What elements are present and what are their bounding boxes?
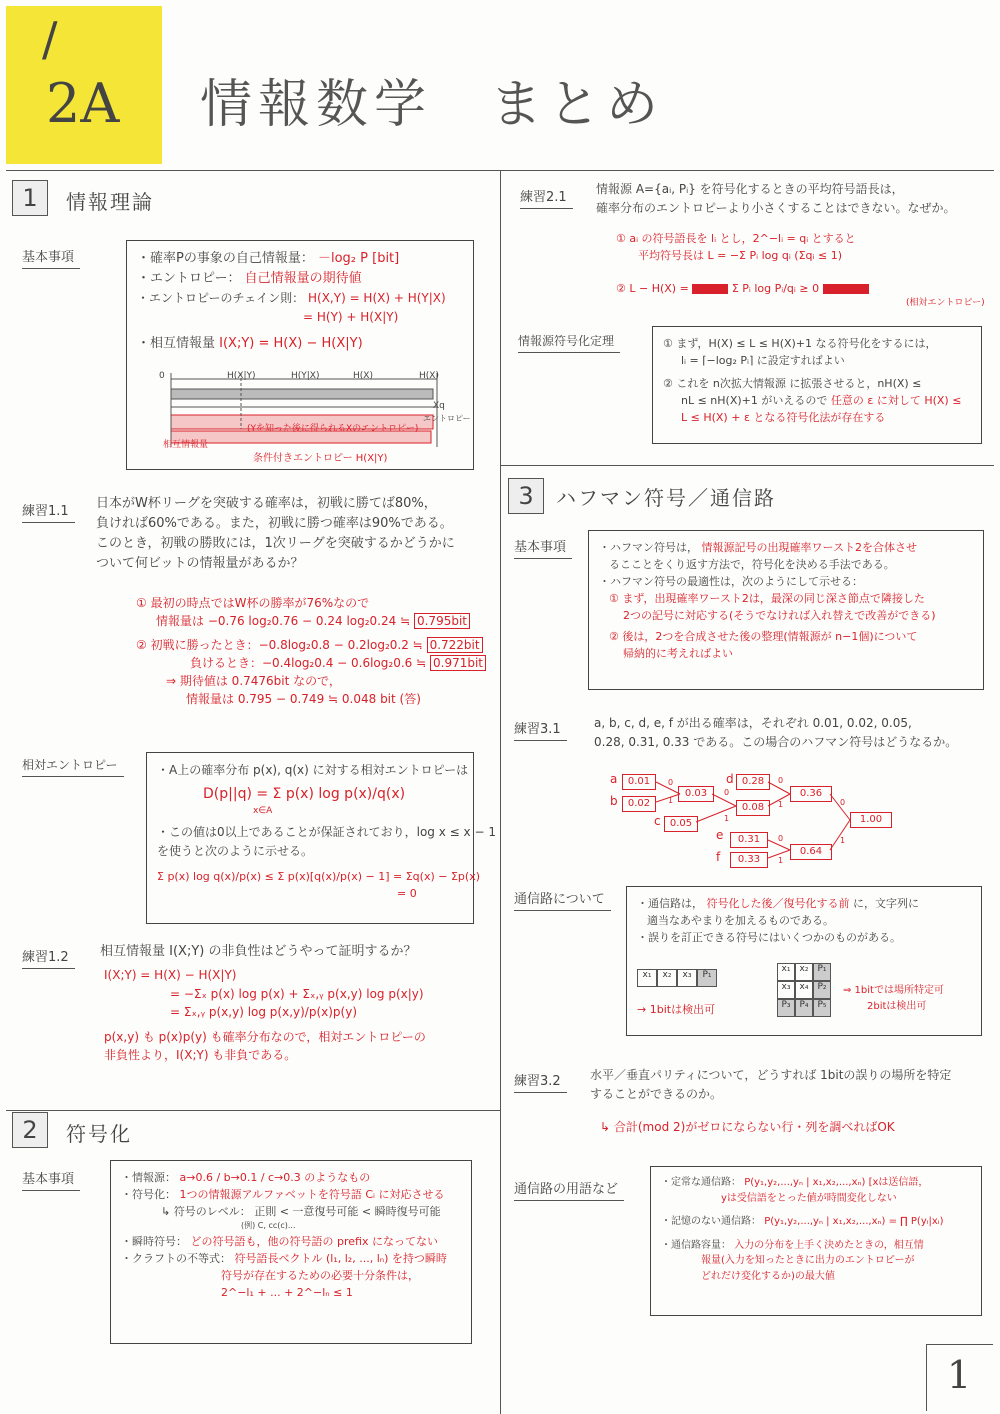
cell: P₃ <box>777 999 795 1017</box>
cell: P₅ <box>813 999 831 1017</box>
page-title: 情報数学 まとめ <box>200 75 665 135</box>
cell: P₁ <box>697 969 717 987</box>
label-channel: 通信路について <box>514 888 605 907</box>
sym-e: e <box>716 828 724 842</box>
sym-f: f <box>716 850 721 864</box>
sym-a: a <box>610 772 618 786</box>
ex21-answer: ① aᵢ の符号語長を lᵢ とし，2^−lᵢ = qᵢ とすると 平均符号長は L = −Σ Pᵢ log qᵢ (Σqᵢ ≤ 1) ② L − H(X) = Σ Pᵢ log Pᵢ/qᵢ ≥ 0 (相対エントロピー) <box>616 232 985 309</box>
node-064: 0.64 <box>790 844 832 860</box>
class-badge <box>6 6 162 164</box>
label-ex32: 練習3.2 <box>514 1070 561 1089</box>
axis-label: Xq <box>433 401 445 411</box>
section-number: 2 <box>12 1112 48 1148</box>
huffman-tree <box>600 770 900 870</box>
page-number: 1 <box>947 1353 972 1397</box>
cell: x₂ <box>795 963 813 981</box>
page-number-box <box>926 1344 993 1411</box>
ex32-text: 水平／垂直パリティについて，どうすれば 1bitの誤りの場所を特定 することができるのか。 <box>590 1068 952 1101</box>
channel-box: ・通信路は， 符号化した後／復号化する前 に，文字列に 適当なあやまりを加えるものである。 ・誤りを訂正できる符号にはいくつかのものがある。 x₁ x₂ x₃ P₁ → 1bitは検出可 x₁ x₂ P₁ x₃ x₄ P₂ P₃ P₄ P₅ ⇒ 1bitでは場所特定可 2bitは検出可 <box>626 886 982 1036</box>
sym-b: b <box>610 794 618 808</box>
class-label: 2A <box>46 72 120 135</box>
label-ex21: 練習2.1 <box>520 186 567 205</box>
tick-2: H(Y|X) <box>291 371 320 381</box>
sym-d: d <box>726 772 734 786</box>
ex11-text: 日本がW杯リーグを突破する確率は，初戦に勝てば80%， 負ければ60%である。また，初戦に勝つ確率は90%である。 このとき，初戦の勝敗には，1次リーグを突破するかどうかに ついて何ビットの情報量があるか？ <box>96 496 455 572</box>
bit-label: 0 <box>668 778 674 787</box>
leaf-e: 0.31 <box>730 832 768 848</box>
sym-c: c <box>654 814 661 828</box>
label-basic: 基本事項 <box>514 536 566 555</box>
node-036: 0.36 <box>790 786 832 802</box>
tick-3: H(X) <box>353 371 373 381</box>
bit-label: 0 <box>724 788 730 797</box>
rel-entropy-box: ・A上の確率分布 p(x), q(x) に対する相対エントロピーは D(p||q) = Σ p(x) log p(x)/q(x) x∈A ・この値は0以上であることが保証されており，log x ≤ x − 1 を使うと次のように示せる。 Σ p(x) log q(x)/p(x) ≤ Σ p(x)[q(x)/p(x) − 1] = Σq(x) − Σp(x) = 0 <box>146 752 474 924</box>
ex32-answer: ↳ 合計(mod 2)がゼロにならない行・列を調べればOK <box>600 1120 895 1134</box>
section-number: 3 <box>508 478 544 514</box>
tick-4: H(X) <box>419 371 439 381</box>
cell: P₂ <box>813 981 831 999</box>
diagram-red-1: (Yを知った後に得られるXのエントロピー) <box>247 424 419 434</box>
cell: P₄ <box>795 999 813 1017</box>
ex12-text: 相互情報量 I(X;Y) の非負性はどうやって証明するか？ <box>100 944 417 959</box>
ex31-text: a, b, c, d, e, f が出る確率は，それぞれ 0.01, 0.02, 0.05, 0.28, 0.31, 0.33 である。この場合のハフマン符号はどうなるか。 <box>594 716 958 749</box>
axis-label-2: エントロピー <box>423 414 471 423</box>
huffman-box: ・ハフマン符号は， 情報源記号の出現確率ワースト2を合体させ るこことをくり返す方法で，符号化を決める手法である。 ・ハフマン符号の最適性は，次のようにして示せる： ① まず，出現確率ワースト2は，最深の同じ深さ節点で隣接した 2つの記号に対応する(そうでなければ入れ替えで改善ができる) ② 後は，2つを合成させた後の整理(情報源が n−1個)について 帰納的に考えればよい <box>588 530 984 690</box>
ex21-text: 情報源 A={aᵢ, Pᵢ} を符号化するときの平均符号語長は， 確率分布のエントロピーより小さくすることはできない。なぜか。 <box>596 182 956 215</box>
bit-label: 1 <box>840 836 846 845</box>
leaf-d: 0.28 <box>736 774 770 790</box>
bit-label: 0 <box>840 798 846 807</box>
cell: x₄ <box>795 981 813 999</box>
label-rel-entropy: 相対エントロピー <box>22 758 118 772</box>
node-root: 1.00 <box>850 812 892 828</box>
parity-row <box>637 969 717 987</box>
label-source-theorem: 情報源符号化定理 <box>518 334 615 348</box>
bit-label: 0 <box>778 776 784 785</box>
diagram-red-3: 条件付きエントロピー H(X|Y) <box>253 453 388 464</box>
label-ex12: 練習1.2 <box>22 946 69 965</box>
parity-note: → 1bitは検出可 <box>637 1003 716 1016</box>
badge-slash: / <box>42 12 58 66</box>
bit-label: 1 <box>778 800 784 809</box>
diagram-red-2: 相互情報量 <box>163 440 209 450</box>
cell: x₁ <box>637 969 657 987</box>
parity-note-2: ⇒ 1bitでは場所特定可 <box>843 985 944 996</box>
tick-0: 0 <box>159 371 165 381</box>
bit-label: 1 <box>778 856 784 865</box>
section-number: 1 <box>12 180 48 216</box>
source-theorem-box: ① まず，H(X) ≤ L ≤ H(X)+1 なる符号化をするには， lᵢ = ⌈−log₂ Pᵢ⌉ に設定すればよい ② これを n次拡大情報源 に拡張させると，nH(X) ≤ nL ≤ nH(X)+1 がいえるので 任意の ε に対して H(X) ≤ L ≤ H(X) + ε となる符号化法が存在する <box>652 326 982 444</box>
leaf-f: 0.33 <box>730 852 768 868</box>
cell: P₁ <box>813 963 831 981</box>
cell: x₁ <box>777 963 795 981</box>
ex11-answer: ① 最初の時点ではW杯の勝率が76%なので 情報量は −0.76 log₂0.76 − 0.24 log₂0.24 ≒ 0.795bit ② 初戦に勝ったとき：−0.8log₂0.8 − 0.2log₂0.2 ≒ 0.722bit 負けるとき：−0.4log₂0.4 − 0.6log₂0.6 ≒ 0.971bit ⇒ 期待値は 0.7476bit なので， 情報量は 0.795 − 0.749 ≒ 0.048 bit (答) <box>136 594 496 708</box>
label-ex11: 練習1.1 <box>22 500 69 519</box>
bit-label: 1 <box>668 796 674 805</box>
coding-box: ・情報源： a→0.6 / b→0.1 / c→0.3 のようなもの ・符号化： 1つの情報源アルファベットを符号語 Cᵢ に対応させる ↳ 符号のレベル： 正則 < 一意復号可能 < 瞬時復号可能 (例) C, cc(c)... ・瞬時符号： どの符号語も，他の符号語の prefix になってない ・クラフトの不等式： 符号語長ベクトル (l₁, l₂, ..., lₙ) を持つ瞬時 符号が存在するための必要十分条件は， 2^−l₁ + ... + 2^−lₙ ≤ 1 <box>110 1160 472 1344</box>
basic-box: ・確率Pの事象の自己情報量： －log₂ P [bit] ・エントロピー： 自己情報量の期待値 ・エントロピーのチェイン則： H(X,Y) = H(X) + H(Y|X) = H(Y) + H(X|Y) ・相互情報量 I(X;Y) = H(X) − H(X|Y) 0 H(X|Y) H(Y|X) H(X) H(X) Xq エントロピー (Yを知った後に得られるXのエントロピー) 相互情報量 条件付きエントロピー H(X|Y) <box>126 240 474 470</box>
cell: x₂ <box>657 969 677 987</box>
label-basic: 基本事項 <box>22 246 74 265</box>
bit-label: 0 <box>778 834 784 843</box>
tick-1: H(X|Y) <box>227 371 256 381</box>
capacity-box: ・定常な通信路： P(y₁,y₂,...,yₙ | x₁,x₂,...,xₙ) [xは送信語， yは受信語をとった値が時間変化しない ・記憶のない通信路： P(y₁,y₂,...,yₙ | x₁,x₂,...,xₙ) = ∏ P(yᵢ|xᵢ) ・通信路容量： 入力の分布を上手く決めたときの，相互情 報量(入力を知ったときに出力のエントロピーが どれだけ変化するか)の最大値 <box>650 1166 982 1316</box>
leaf-c: 0.05 <box>664 816 698 832</box>
bit-label: 1 <box>724 814 730 823</box>
leaf-a: 0.01 <box>622 774 656 790</box>
leaf-b: 0.02 <box>622 796 656 812</box>
node-008: 0.08 <box>736 800 770 816</box>
cell: x₃ <box>677 969 697 987</box>
label-basic: 基本事項 <box>22 1168 74 1187</box>
parity-note-3: 2bitは検出可 <box>867 1001 927 1012</box>
section-title: 情報理論 <box>66 190 154 214</box>
label-ex31: 練習3.1 <box>514 718 561 737</box>
node-003: 0.03 <box>678 786 714 802</box>
section-title: 符号化 <box>66 1122 132 1146</box>
label-capacity: 通信路の用語など <box>514 1178 618 1197</box>
parity-grid <box>777 963 831 1017</box>
cell: x₃ <box>777 981 795 999</box>
section-title: ハフマン符号／通信路 <box>556 486 776 510</box>
ex12-answer: I(X;Y) = H(X) − H(X|Y) = −Σₓ p(x) log p(x) + Σₓ,ᵧ p(x,y) log p(x|y) = Σₓ,ᵧ p(x,y) log p(x,y)/p(x)p(y) p(x,y) も p(x)p(y) も確率分布なので，相対エントロピーの 非負性より，I(X;Y) も非負である。 <box>104 968 426 1063</box>
